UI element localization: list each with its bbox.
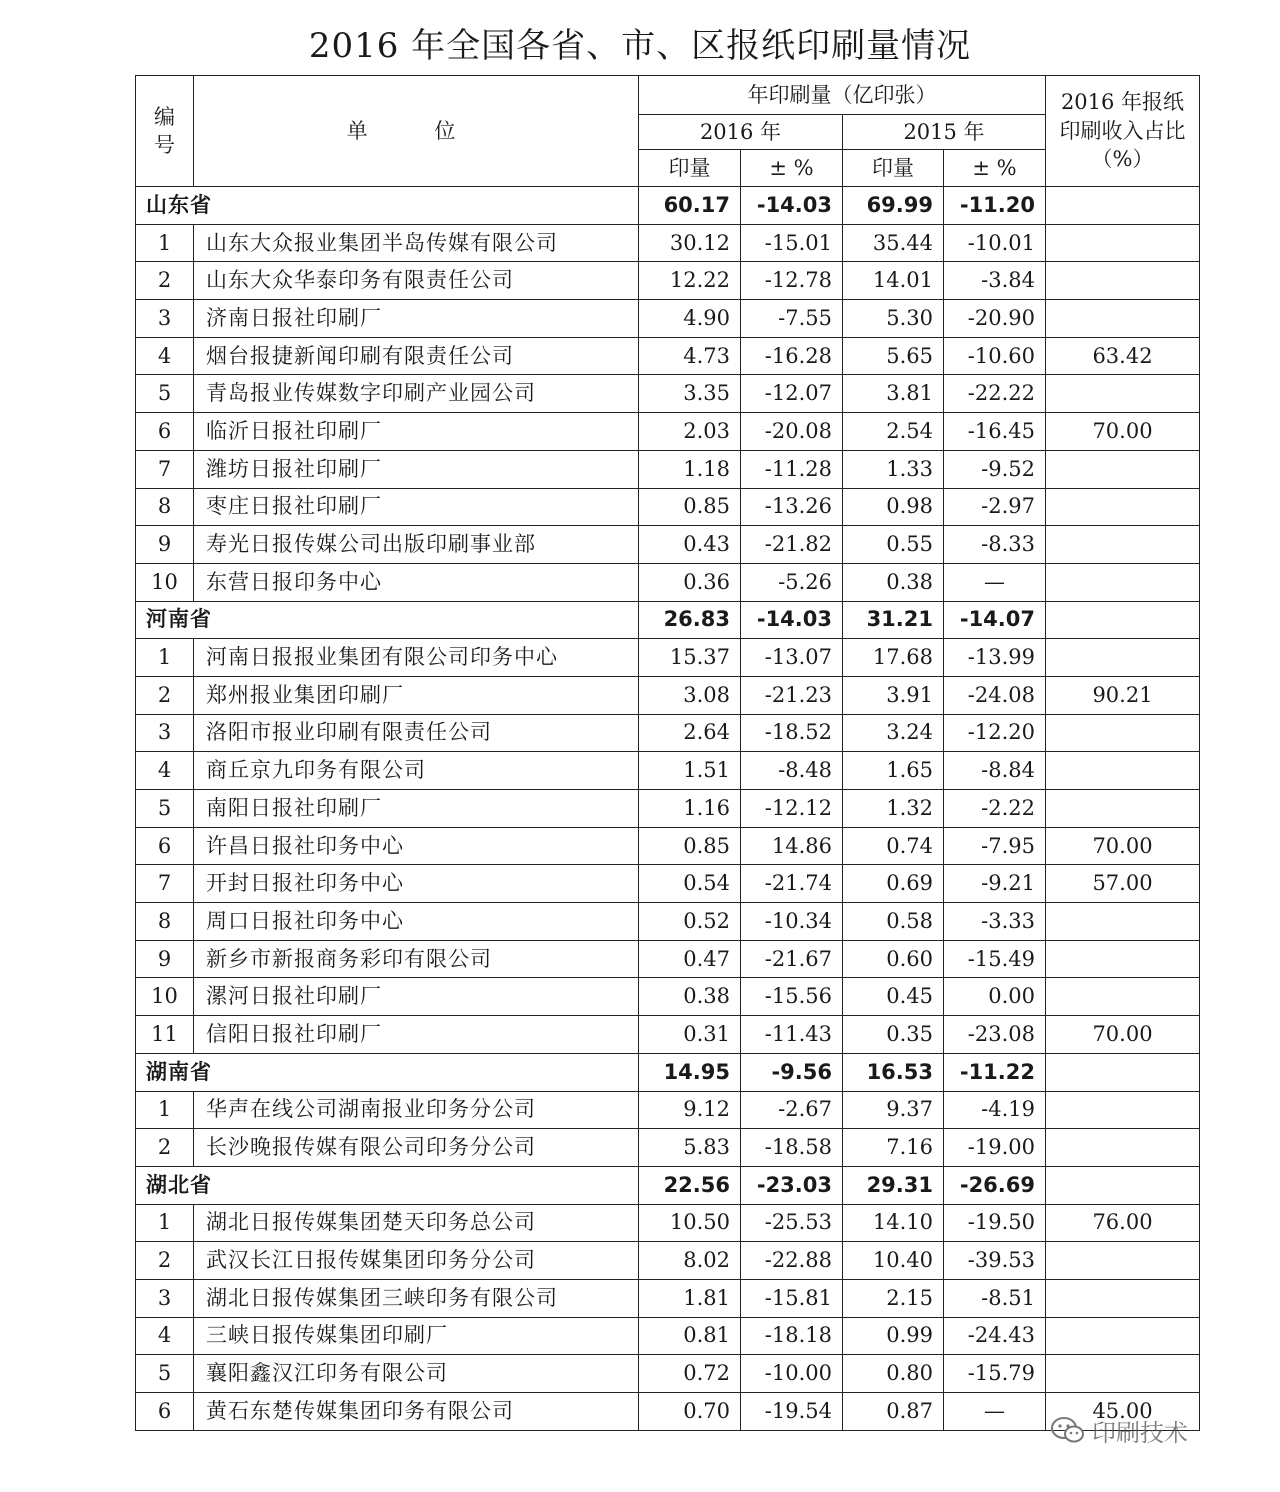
row-share: 70.00	[1046, 1016, 1200, 1054]
row-change-2015: -2.22	[944, 790, 1046, 828]
row-change-2016: -21.74	[741, 865, 843, 903]
row-index: 4	[136, 1317, 194, 1355]
row-change-2016: -10.34	[741, 903, 843, 941]
row-unit: 河南日报报业集团有限公司印务中心	[194, 639, 639, 677]
province-print-2016: 22.56	[639, 1166, 741, 1204]
row-change-2015: -13.99	[944, 639, 1046, 677]
row-unit: 山东大众报业集团半岛传媒有限公司	[194, 224, 639, 262]
row-unit: 潍坊日报社印刷厂	[194, 450, 639, 488]
row-change-2015: -24.43	[944, 1317, 1046, 1355]
row-share: 70.00	[1046, 827, 1200, 865]
row-change-2015: -19.50	[944, 1204, 1046, 1242]
row-print-2016: 0.43	[639, 526, 741, 564]
header-unit: 单 位	[194, 76, 639, 187]
row-change-2016: -16.28	[741, 337, 843, 375]
table-row	[136, 827, 1200, 865]
table-row	[136, 300, 1200, 338]
row-index: 10	[136, 563, 194, 601]
row-unit: 襄阳鑫汉江印务有限公司	[194, 1355, 639, 1393]
row-print-2016: 2.03	[639, 413, 741, 451]
row-change-2015: -22.22	[944, 375, 1046, 413]
row-print-2016: 3.35	[639, 375, 741, 413]
row-print-2016: 0.31	[639, 1016, 741, 1054]
province-change-2016: -14.03	[741, 187, 843, 225]
table-row	[136, 1091, 1200, 1129]
row-change-2015: -19.00	[944, 1129, 1046, 1167]
row-change-2016: -25.53	[741, 1204, 843, 1242]
table-row	[136, 450, 1200, 488]
row-print-2015: 1.32	[843, 790, 944, 828]
table-row	[136, 224, 1200, 262]
row-share	[1046, 903, 1200, 941]
row-share: 90.21	[1046, 676, 1200, 714]
row-unit: 长沙晚报传媒有限公司印务分公司	[194, 1129, 639, 1167]
row-share	[1046, 1355, 1200, 1393]
row-change-2016: -22.88	[741, 1242, 843, 1280]
header-print-2016: 印量	[639, 150, 741, 187]
row-change-2015: -8.84	[944, 752, 1046, 790]
table-row	[136, 865, 1200, 903]
row-change-2016: -12.12	[741, 790, 843, 828]
row-print-2015: 1.33	[843, 450, 944, 488]
row-index: 6	[136, 1393, 194, 1431]
row-index: 2	[136, 676, 194, 714]
table-row	[136, 1317, 1200, 1355]
row-share	[1046, 375, 1200, 413]
row-print-2015: 10.40	[843, 1242, 944, 1280]
row-change-2015: -16.45	[944, 413, 1046, 451]
row-index: 3	[136, 300, 194, 338]
row-index: 8	[136, 903, 194, 941]
row-share	[1046, 262, 1200, 300]
row-share	[1046, 752, 1200, 790]
row-unit: 商丘京九印务有限公司	[194, 752, 639, 790]
province-row	[136, 1166, 1200, 1204]
row-index: 5	[136, 375, 194, 413]
row-change-2016: -2.67	[741, 1091, 843, 1129]
province-name: 河南省	[136, 601, 639, 639]
row-print-2016: 10.50	[639, 1204, 741, 1242]
province-share	[1046, 187, 1200, 225]
province-share	[1046, 601, 1200, 639]
table-row	[136, 639, 1200, 677]
row-print-2015: 0.60	[843, 940, 944, 978]
watermark-text: 印刷技术	[1092, 1418, 1188, 1447]
table-row	[136, 940, 1200, 978]
row-index: 8	[136, 488, 194, 526]
row-unit: 南阳日报社印刷厂	[194, 790, 639, 828]
table-row	[136, 714, 1200, 752]
row-change-2016: -19.54	[741, 1393, 843, 1431]
row-change-2015: -24.08	[944, 676, 1046, 714]
row-share	[1046, 450, 1200, 488]
table-row	[136, 413, 1200, 451]
table-row	[136, 1355, 1200, 1393]
row-change-2015: -12.20	[944, 714, 1046, 752]
row-change-2015: -2.97	[944, 488, 1046, 526]
row-print-2015: 9.37	[843, 1091, 944, 1129]
table-row	[136, 563, 1200, 601]
row-change-2016: -20.08	[741, 413, 843, 451]
table-row	[136, 1016, 1200, 1054]
row-index: 2	[136, 1242, 194, 1280]
table-row	[136, 1279, 1200, 1317]
row-unit: 临沂日报社印刷厂	[194, 413, 639, 451]
row-unit: 东营日报印务中心	[194, 563, 639, 601]
row-change-2015: -8.33	[944, 526, 1046, 564]
row-change-2015: -9.21	[944, 865, 1046, 903]
row-unit: 郑州报业集团印刷厂	[194, 676, 639, 714]
table-row	[136, 790, 1200, 828]
row-share	[1046, 714, 1200, 752]
row-print-2016: 3.08	[639, 676, 741, 714]
row-share	[1046, 1242, 1200, 1280]
row-index: 4	[136, 337, 194, 375]
province-print-2016: 60.17	[639, 187, 741, 225]
province-name: 山东省	[136, 187, 639, 225]
row-print-2015: 0.99	[843, 1317, 944, 1355]
row-unit: 周口日报社印务中心	[194, 903, 639, 941]
row-change-2016: -12.78	[741, 262, 843, 300]
row-change-2016: -18.58	[741, 1129, 843, 1167]
row-print-2016: 1.16	[639, 790, 741, 828]
row-change-2015: 0.00	[944, 978, 1046, 1016]
province-row	[136, 601, 1200, 639]
row-print-2016: 4.90	[639, 300, 741, 338]
province-print-2016: 14.95	[639, 1053, 741, 1091]
table-row	[136, 903, 1200, 941]
row-index: 5	[136, 1355, 194, 1393]
row-print-2015: 0.69	[843, 865, 944, 903]
row-unit: 济南日报社印刷厂	[194, 300, 639, 338]
row-share: 57.00	[1046, 865, 1200, 903]
row-unit: 信阳日报社印刷厂	[194, 1016, 639, 1054]
row-print-2016: 15.37	[639, 639, 741, 677]
row-print-2015: 0.38	[843, 563, 944, 601]
province-print-2016: 26.83	[639, 601, 741, 639]
row-change-2016: -15.56	[741, 978, 843, 1016]
row-unit: 三峡日报传媒集团印刷厂	[194, 1317, 639, 1355]
row-unit: 湖北日报传媒集团三峡印务有限公司	[194, 1279, 639, 1317]
row-change-2015: -9.52	[944, 450, 1046, 488]
row-index: 11	[136, 1016, 194, 1054]
row-change-2015: -4.19	[944, 1091, 1046, 1129]
province-print-2015: 31.21	[843, 601, 944, 639]
row-print-2016: 30.12	[639, 224, 741, 262]
row-share	[1046, 1129, 1200, 1167]
row-unit: 华声在线公司湖南报业印务分公司	[194, 1091, 639, 1129]
province-print-2015: 69.99	[843, 187, 944, 225]
row-print-2015: 0.55	[843, 526, 944, 564]
table-row	[136, 1129, 1200, 1167]
row-share	[1046, 790, 1200, 828]
row-change-2016: -21.67	[741, 940, 843, 978]
row-change-2016: -21.23	[741, 676, 843, 714]
row-change-2016: -13.26	[741, 488, 843, 526]
row-print-2016: 0.38	[639, 978, 741, 1016]
row-print-2015: 0.58	[843, 903, 944, 941]
row-unit: 武汉长江日报传媒集团印务分公司	[194, 1242, 639, 1280]
row-index: 10	[136, 978, 194, 1016]
row-share: 45.00	[1046, 1393, 1200, 1431]
watermark	[1050, 1410, 1250, 1450]
province-change-2015: -11.22	[944, 1053, 1046, 1091]
row-index: 6	[136, 413, 194, 451]
row-print-2015: 5.30	[843, 300, 944, 338]
row-change-2015: -15.49	[944, 940, 1046, 978]
header-change-2016: ± %	[741, 150, 843, 187]
row-index: 4	[136, 752, 194, 790]
province-share	[1046, 1166, 1200, 1204]
row-index: 1	[136, 224, 194, 262]
row-share	[1046, 639, 1200, 677]
row-share	[1046, 224, 1200, 262]
row-change-2016: -10.00	[741, 1355, 843, 1393]
row-print-2016: 1.51	[639, 752, 741, 790]
row-print-2015: 35.44	[843, 224, 944, 262]
header-change-2015: ± %	[944, 150, 1046, 187]
row-change-2015: —	[944, 1393, 1046, 1431]
row-print-2016: 0.72	[639, 1355, 741, 1393]
row-index: 7	[136, 450, 194, 488]
row-change-2016: -11.43	[741, 1016, 843, 1054]
row-share	[1046, 563, 1200, 601]
table-row	[136, 676, 1200, 714]
row-change-2016: -18.18	[741, 1317, 843, 1355]
row-change-2015: -23.08	[944, 1016, 1046, 1054]
row-print-2015: 14.10	[843, 1204, 944, 1242]
header-year-2016: 2016 年	[639, 115, 843, 150]
row-change-2016: -11.28	[741, 450, 843, 488]
row-index: 3	[136, 714, 194, 752]
row-change-2015: -10.01	[944, 224, 1046, 262]
row-share: 76.00	[1046, 1204, 1200, 1242]
province-share	[1046, 1053, 1200, 1091]
row-print-2016: 5.83	[639, 1129, 741, 1167]
row-unit: 许昌日报社印务中心	[194, 827, 639, 865]
row-print-2015: 3.91	[843, 676, 944, 714]
table-row	[136, 1204, 1200, 1242]
table-row	[136, 978, 1200, 1016]
row-print-2015: 0.35	[843, 1016, 944, 1054]
row-index: 7	[136, 865, 194, 903]
page-title: 2016 年全国各省、市、区报纸印刷量情况	[308, 26, 972, 66]
row-print-2016: 0.85	[639, 827, 741, 865]
row-share	[1046, 300, 1200, 338]
row-change-2015: -7.95	[944, 827, 1046, 865]
row-unit: 青岛报业传媒数字印刷产业园公司	[194, 375, 639, 413]
row-change-2015: -3.84	[944, 262, 1046, 300]
row-change-2016: -7.55	[741, 300, 843, 338]
row-share: 63.42	[1046, 337, 1200, 375]
province-change-2016: -23.03	[741, 1166, 843, 1204]
print-volume-table	[135, 75, 1200, 1431]
row-change-2016: 14.86	[741, 827, 843, 865]
province-change-2015: -11.20	[944, 187, 1046, 225]
row-print-2016: 0.47	[639, 940, 741, 978]
table-row	[136, 488, 1200, 526]
table-row	[136, 1242, 1200, 1280]
row-change-2016: -21.82	[741, 526, 843, 564]
row-print-2015: 17.68	[843, 639, 944, 677]
row-unit: 枣庄日报社印刷厂	[194, 488, 639, 526]
row-print-2015: 7.16	[843, 1129, 944, 1167]
row-share	[1046, 1279, 1200, 1317]
row-change-2016: -15.81	[741, 1279, 843, 1317]
row-print-2016: 9.12	[639, 1091, 741, 1129]
row-change-2015: -15.79	[944, 1355, 1046, 1393]
row-index: 9	[136, 526, 194, 564]
row-print-2015: 0.45	[843, 978, 944, 1016]
province-print-2015: 29.31	[843, 1166, 944, 1204]
row-change-2015: —	[944, 563, 1046, 601]
table-row	[136, 526, 1200, 564]
row-print-2016: 8.02	[639, 1242, 741, 1280]
row-print-2015: 0.87	[843, 1393, 944, 1431]
row-share	[1046, 1317, 1200, 1355]
province-row	[136, 187, 1200, 225]
table-row	[136, 337, 1200, 375]
row-change-2016: -8.48	[741, 752, 843, 790]
table-row	[136, 262, 1200, 300]
table-row	[136, 1393, 1200, 1431]
row-index: 1	[136, 1204, 194, 1242]
row-unit: 寿光日报传媒公司出版印刷事业部	[194, 526, 639, 564]
row-index: 5	[136, 790, 194, 828]
row-change-2015: -20.90	[944, 300, 1046, 338]
row-share	[1046, 978, 1200, 1016]
header-volume: 年印刷量（亿印张）	[639, 76, 1046, 115]
row-change-2016: -12.07	[741, 375, 843, 413]
row-change-2016: -5.26	[741, 563, 843, 601]
row-change-2015: -39.53	[944, 1242, 1046, 1280]
row-share	[1046, 488, 1200, 526]
province-change-2016: -9.56	[741, 1053, 843, 1091]
province-change-2015: -26.69	[944, 1166, 1046, 1204]
row-index: 1	[136, 1091, 194, 1129]
row-share	[1046, 1091, 1200, 1129]
row-print-2016: 0.70	[639, 1393, 741, 1431]
header-year-2015: 2015 年	[843, 115, 1046, 150]
province-change-2016: -14.03	[741, 601, 843, 639]
province-change-2015: -14.07	[944, 601, 1046, 639]
header-index: 编号	[136, 76, 194, 187]
row-print-2015: 14.01	[843, 262, 944, 300]
row-print-2015: 1.65	[843, 752, 944, 790]
row-unit: 漯河日报社印刷厂	[194, 978, 639, 1016]
row-print-2015: 0.98	[843, 488, 944, 526]
row-change-2015: -8.51	[944, 1279, 1046, 1317]
table-row	[136, 752, 1200, 790]
header-share: 2016 年报纸印刷收入占比（%）	[1046, 76, 1200, 187]
header-print-2015: 印量	[843, 150, 944, 187]
row-print-2016: 12.22	[639, 262, 741, 300]
row-share: 70.00	[1046, 413, 1200, 451]
row-change-2016: -15.01	[741, 224, 843, 262]
wechat-icon	[1050, 1416, 1086, 1444]
row-unit: 洛阳市报业印刷有限责任公司	[194, 714, 639, 752]
row-print-2016: 2.64	[639, 714, 741, 752]
row-index: 2	[136, 1129, 194, 1167]
row-unit: 湖北日报传媒集团楚天印务总公司	[194, 1204, 639, 1242]
row-print-2015: 2.54	[843, 413, 944, 451]
row-index: 3	[136, 1279, 194, 1317]
row-unit: 黄石东楚传媒集团印务有限公司	[194, 1393, 639, 1431]
row-unit: 开封日报社印务中心	[194, 865, 639, 903]
row-print-2015: 3.81	[843, 375, 944, 413]
row-print-2016: 1.18	[639, 450, 741, 488]
row-index: 2	[136, 262, 194, 300]
row-print-2015: 5.65	[843, 337, 944, 375]
province-name: 湖北省	[136, 1166, 639, 1204]
table-row	[136, 375, 1200, 413]
row-print-2016: 4.73	[639, 337, 741, 375]
row-unit: 新乡市新报商务彩印有限公司	[194, 940, 639, 978]
row-unit: 烟台报捷新闻印刷有限责任公司	[194, 337, 639, 375]
province-row	[136, 1053, 1200, 1091]
row-print-2016: 1.81	[639, 1279, 741, 1317]
row-change-2015: -10.60	[944, 337, 1046, 375]
row-change-2016: -13.07	[741, 639, 843, 677]
row-print-2016: 0.85	[639, 488, 741, 526]
row-share	[1046, 526, 1200, 564]
row-change-2016: -18.52	[741, 714, 843, 752]
row-print-2016: 0.81	[639, 1317, 741, 1355]
row-print-2015: 0.80	[843, 1355, 944, 1393]
row-print-2015: 0.74	[843, 827, 944, 865]
row-print-2016: 0.36	[639, 563, 741, 601]
row-index: 6	[136, 827, 194, 865]
row-print-2016: 0.54	[639, 865, 741, 903]
row-print-2016: 0.52	[639, 903, 741, 941]
province-name: 湖南省	[136, 1053, 639, 1091]
province-print-2015: 16.53	[843, 1053, 944, 1091]
row-share	[1046, 940, 1200, 978]
row-change-2015: -3.33	[944, 903, 1046, 941]
row-index: 9	[136, 940, 194, 978]
row-print-2015: 2.15	[843, 1279, 944, 1317]
row-unit: 山东大众华泰印务有限责任公司	[194, 262, 639, 300]
row-index: 1	[136, 639, 194, 677]
row-print-2015: 3.24	[843, 714, 944, 752]
